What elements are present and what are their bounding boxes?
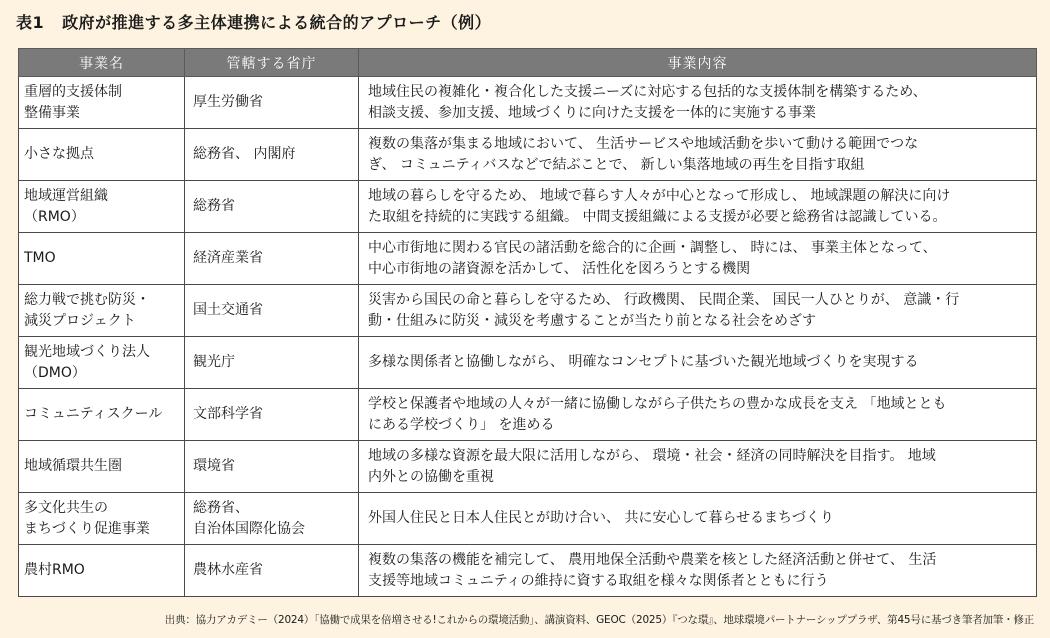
- project-name-cell: [19, 389, 185, 441]
- agency-line: 総務省: [193, 198, 235, 214]
- project-content-cell: [359, 337, 1037, 389]
- project-name-line: まちづくり促進事業: [24, 520, 150, 537]
- table-number: 表1: [16, 13, 45, 32]
- project-content-cell: [359, 233, 1037, 285]
- source-note: 出典：協力アカデミー（2024）「協働で成果を倍増させる!これからの環境活動」、講演資料、GEOC（2025）『つな環』、地球環境パートナーシッププラザ、第45号に基づき筆者加筆・修正: [164, 614, 1034, 626]
- project-content-cell: [359, 389, 1037, 441]
- project-content-line: 多様な関係者と協働しながら、 明確なコンセプトに基づいた観光地域づくりを実現する: [368, 354, 919, 370]
- project-content-cell: [359, 77, 1037, 129]
- table-title-text: 政府が推進する多主体連携による統合的アプローチ（例）: [62, 13, 492, 32]
- project-content-line: ぎ、 コミュニティバスなどで結ぶことで、 新しい集落地域の再生を目指す取組: [368, 156, 865, 173]
- project-name-line: 小さな拠点: [24, 146, 94, 162]
- project-content-line: 動・仕組みに防災・減災を考慮することが当たり前となる社会をめざす: [368, 312, 816, 329]
- project-name-line: 多文化共生の: [24, 499, 108, 516]
- agency-line: 国土交通省: [193, 302, 263, 318]
- header-project-name: 事業名: [19, 49, 185, 77]
- project-content-line: 地域住民の複雑化・複合化した支援ニーズに対応する包括的な支援体制を構築するため、: [368, 83, 927, 100]
- agency-cell: [185, 285, 359, 337]
- project-content-line: 災害から国民の命と暮らしを守るため、 行政機関、 民間企業、 国民一人ひとりが、 意識・行: [368, 291, 960, 308]
- header-project-content: 事業内容: [359, 49, 1037, 77]
- project-content-line: 相談支援、参加支援、地域づくりに向けた支援を一体的に実施する事業: [368, 104, 816, 121]
- project-content-cell: [359, 181, 1037, 233]
- project-content-cell: [359, 129, 1037, 181]
- project-content-line: 学校と保護者や地域の人々が一緒に協働しながら子供たちの豊かな成長を支え 「地域ととも: [368, 395, 947, 412]
- project-name-line: 整備事業: [24, 104, 80, 121]
- projects-table: [18, 48, 1037, 597]
- table-row: [19, 233, 1037, 285]
- project-content-line: 外国人住民と日本人住民とが助け合い、 共に安心して暮らせるまちづくり: [368, 510, 834, 526]
- project-name-line: 観光地域づくり法人: [24, 343, 150, 360]
- project-content-line: 複数の集落が集まる地域において、 生活サービスや地域活動を歩いて動ける範囲でつな: [368, 135, 919, 152]
- table-row: [19, 545, 1037, 597]
- project-name-cell: [19, 129, 185, 181]
- agency-cell: [185, 545, 359, 597]
- project-name-line: 総力戦で挑む防災・: [24, 291, 150, 308]
- agency-cell: [185, 181, 359, 233]
- project-name-line: 重層的支援体制: [24, 83, 122, 100]
- project-name-cell: [19, 493, 185, 545]
- agency-line: 厚生労働省: [193, 94, 263, 110]
- agency-line: 総務省、: [193, 499, 249, 516]
- table-row: [19, 337, 1037, 389]
- agency-line: 総務省、 内閣府: [193, 146, 296, 162]
- agency-cell: [185, 441, 359, 493]
- table-row: [19, 441, 1037, 493]
- project-name-line: 農村RMO: [24, 562, 85, 578]
- project-name-line: コミュニティスクール: [24, 406, 163, 422]
- project-content-cell: [359, 441, 1037, 493]
- table-header-row: [19, 49, 1037, 77]
- project-content-cell: [359, 493, 1037, 545]
- project-content-line: 地域の暮らしを守るため、 地域で暮らす人々が中心となって形成し、 地域課題の解決に向け: [368, 187, 951, 204]
- project-content-line: にある学校づくり」 を進める: [368, 416, 555, 433]
- project-name-cell: [19, 233, 185, 285]
- project-name-line: TMO: [24, 250, 56, 266]
- agency-cell: [185, 77, 359, 129]
- project-name-cell: [19, 545, 185, 597]
- agency-cell: [185, 389, 359, 441]
- agency-line: 観光庁: [193, 354, 235, 370]
- project-name-cell: [19, 337, 185, 389]
- agency-cell: [185, 493, 359, 545]
- table-row: [19, 493, 1037, 545]
- table-row: [19, 77, 1037, 129]
- project-content-line: 中心市街地に関わる官民の諸活動を総合的に企画・調整し、 時には、 事業主体となって、: [368, 239, 937, 256]
- project-content-line: た取組を持続的に実践する組織。 中間支援組織による支援が必要と総務省は認識している。: [368, 208, 947, 225]
- table-row: [19, 181, 1037, 233]
- project-name-line: （DMO）: [24, 364, 86, 381]
- project-content-line: 地域の多様な資源を最大限に活用しながら、 環境・社会・経済の同時解決を目指す。 地域: [368, 447, 936, 464]
- project-name-line: （RMO）: [24, 208, 85, 225]
- table-row: [19, 389, 1037, 441]
- project-content-line: 中心市街地の諸資源を活かして、 活性化を図ろうとする機関: [368, 260, 751, 277]
- agency-line: 文部科学省: [193, 406, 263, 422]
- table-row: [19, 285, 1037, 337]
- project-content-line: 複数の集落の機能を補完して、 農用地保全活動や農業を核とした経済活動と併せて、 生活: [368, 551, 937, 568]
- table-title: [16, 10, 491, 33]
- project-content-line: 内外との協働を重視: [368, 468, 494, 485]
- agency-cell: [185, 233, 359, 285]
- project-content-cell: [359, 285, 1037, 337]
- project-name-line: 減災プロジェクト: [24, 312, 136, 329]
- table-body: [19, 77, 1037, 597]
- project-content-line: 支援等地域コミュニティの維持に資する取組を様々な関係者とともに行う: [368, 572, 829, 589]
- agency-cell: [185, 129, 359, 181]
- project-name-cell: [19, 77, 185, 129]
- agency-line: 農林水産省: [193, 562, 263, 578]
- agency-line: 環境省: [193, 458, 235, 474]
- agency-line: 自治体国際化協会: [193, 520, 305, 537]
- project-name-cell: [19, 441, 185, 493]
- project-content-cell: [359, 545, 1037, 597]
- header-agency: 管轄する省庁: [185, 49, 359, 77]
- agency-line: 経済産業省: [193, 250, 263, 266]
- agency-cell: [185, 337, 359, 389]
- table-row: [19, 129, 1037, 181]
- project-name-cell: [19, 181, 185, 233]
- project-name-cell: [19, 285, 185, 337]
- project-name-line: 地域運営組織: [24, 187, 108, 204]
- project-name-line: 地域循環共生圏: [24, 458, 122, 474]
